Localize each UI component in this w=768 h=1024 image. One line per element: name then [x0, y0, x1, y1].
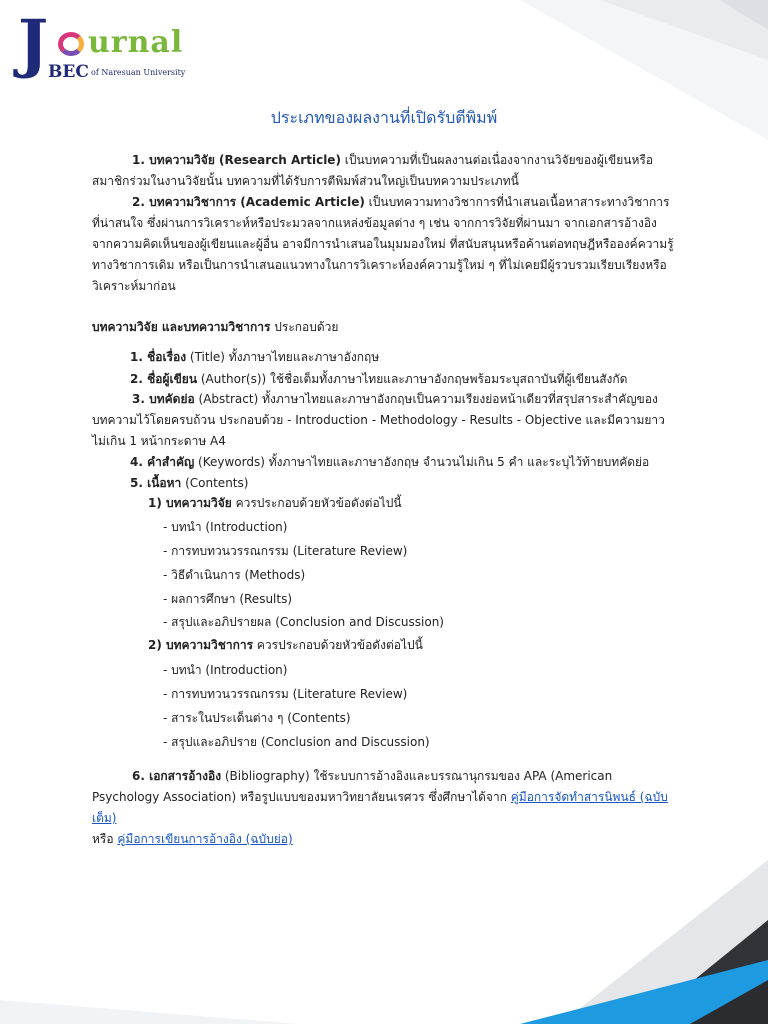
- list-item: - สรุปและอภิปรายผล (Conclusion and Discussion): [163, 615, 444, 629]
- logo-letter-j: J: [18, 6, 49, 81]
- item-contents: 5. เนื้อหา (Contents): [130, 476, 249, 490]
- logo-bec: BEC: [48, 62, 89, 82]
- logo-subtitle: of Naresuan University: [91, 68, 186, 77]
- list-item: - การทบทวนวรรณกรรม (Literature Review): [163, 687, 408, 701]
- section-heading: บทความวิจัย และบทความวิชาการ ประกอบด้วย: [92, 320, 339, 334]
- item-author: 2. ชื่อผู้เขียน (Author(s)) ใช้ชื่อเต็มทั้งภาษาไทยและภาษาอังกฤษพร้อมระบุสถาบันที่ผู้เขียนสังกัด: [130, 372, 628, 386]
- item-keywords: 4. คำสำคัญ (Keywords) ทั้งภาษาไทยและภาษาอังกฤษ จำนวนไม่เกิน 5 คำ และระบุไว้ท้ายบทคัดย่อ: [130, 455, 650, 469]
- paragraph-research-article: 1. บทความวิจัย (Research Article) เป็นบทความที่เป็นผลงานต่อเนื่องจากงานวิจัยของผู้เขียนหรือสมาชิกร่วมในงานวิจัยนั้น บทความที่ได้รับการตีพิมพ์ส่วนใหญ่เป็นบทความประเภทนี้: [92, 153, 654, 188]
- list-item: - สรุปและอภิปราย (Conclusion and Discussion): [163, 735, 430, 749]
- paragraph-bibliography: 6. เอกสารอ้างอิง (Bibliography) ใช้ระบบการอ้างอิงและบรรณานุกรมของ APA (American Psychology Association) หรือรูปแบบของมหาวิทยาลัยนเรศวร ซึ่งศึกษาได้จาก คู่มือการจัดทำสารนิพนธ์ (ฉบับเต็ม) หรือ คู่มือการเขียนการอ้างอิง (ฉบับย่อ): [92, 769, 668, 846]
- list-item: - บทนำ (Introduction): [163, 663, 288, 677]
- logo-eye-icon: [58, 32, 84, 56]
- logo-urnal: urnal: [88, 25, 184, 60]
- list-item: - บทนำ (Introduction): [163, 520, 288, 534]
- list-item: - สาระในประเด็นต่าง ๆ (Contents): [163, 711, 351, 725]
- item-abstract: 3. บทคัดย่อ (Abstract) ทั้งภาษาไทยและภาษาอังกฤษเป็นความเรียงย่อหน้าเดียวที่สรุปสาระสำคัญของบทความไว้โดยครบถ้วน ประกอบด้วย - Introduction - Methodology - Results - Objective และมีความยาวไม่เกิน 1 หน้ากระดาษ A4: [92, 392, 665, 448]
- subsection-academic: 2) บทความวิชาการ ควรประกอบด้วยหัวข้อดังต่อไปนี้: [148, 638, 423, 652]
- list-item: - วิธีดำเนินการ (Methods): [163, 568, 306, 582]
- paragraph-academic-article: 2. บทความวิชาการ (Academic Article) เป็นบทความทางวิชาการที่นำเสนอเนื้อหาสาระทางวิชาการที่น่าสนใจ ซึ่งผ่านการวิเคราะห์หรือประมวลจากแหล่งข้อมูลต่าง ๆ เช่น จากการวิจัยที่ผ่านมา จากเอกสารอ้างอิง จากความคิดเห็นของผู้เขียนและผู้อื่น อาจมีการนำเสนอในมุมมองใหม่ ที่สนับสนุนหรือค้านต่อทฤษฎีหรือองค์ความรู้ทางวิชาการเดิม หรือเป็นการนำเสนอแนวทางในการวิเคราะห์องค์ความรู้ใหม่ ๆ ที่ไม่เคยมีผู้รวบรวมเรียบเรียงหรือวิเคราะห์มาก่อน: [92, 195, 674, 293]
- list-item: - ผลการศึกษา (Results): [163, 592, 293, 606]
- full-manual-link[interactable]: คู่มือการจัดทำสารนิพนธ์ (ฉบับเต็ม): [92, 790, 668, 825]
- short-manual-link[interactable]: คู่มือการเขียนการอ้างอิง (ฉบับย่อ): [117, 832, 293, 846]
- subsection-research: 1) บทความวิจัย ควรประกอบด้วยหัวข้อดังต่อไปนี้: [148, 496, 402, 510]
- journal-logo: [18, 6, 198, 88]
- page-title: ประเภทของผลงานที่เปิดรับตีพิมพ์: [270, 108, 498, 127]
- item-title: 1. ชื่อเรื่อง (Title) ทั้งภาษาไทยและภาษาอังกฤษ: [130, 350, 380, 364]
- list-item: - การทบทวนวรรณกรรม (Literature Review): [163, 544, 408, 558]
